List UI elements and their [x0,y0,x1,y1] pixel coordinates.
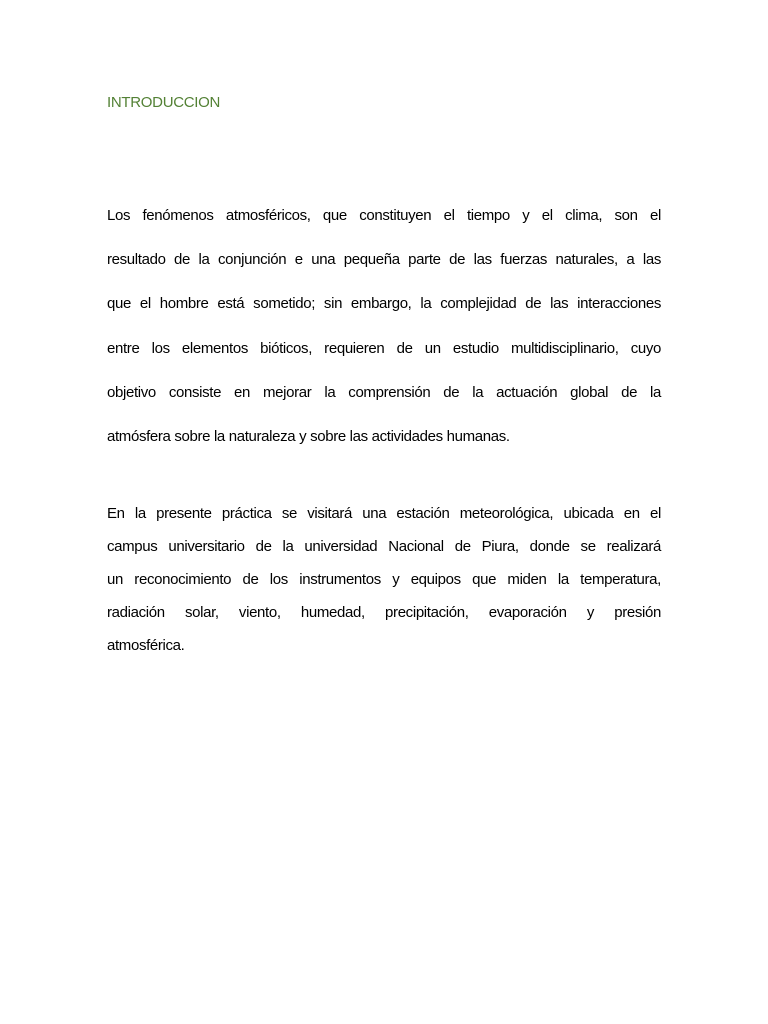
section-heading: INTRODUCCION [107,94,221,111]
paragraph-line: que el hombre está sometido; sin embargo, la complejidad de las interacciones [107,295,661,312]
paragraph-line: radiación solar, viento, humedad, precipitación, evaporación y presión [107,604,661,621]
paragraph-line: resultado de la conjunción e una pequeña parte de las fuerzas naturales, a las [107,251,661,268]
paragraph-line: campus universitario de la universidad Nacional de Piura, donde se realizará [107,538,661,555]
paragraph-line: atmosférica. [107,637,185,654]
paragraph-line: Los fenómenos atmosféricos, que constituyen el tiempo y el clima, son el [107,207,661,224]
paragraph-line: entre los elementos bióticos, requieren de un estudio multidisciplinario, cuyo [107,340,661,357]
paragraph-line: En la presente práctica se visitará una estación meteorológica, ubicada en el [107,505,661,522]
paragraph-line: objetivo consiste en mejorar la comprensión de la actuación global de la [107,384,661,401]
paragraph-line: un reconocimiento de los instrumentos y equipos que miden la temperatura, [107,571,661,588]
paragraph-line: atmósfera sobre la naturaleza y sobre las actividades humanas. [107,428,510,445]
